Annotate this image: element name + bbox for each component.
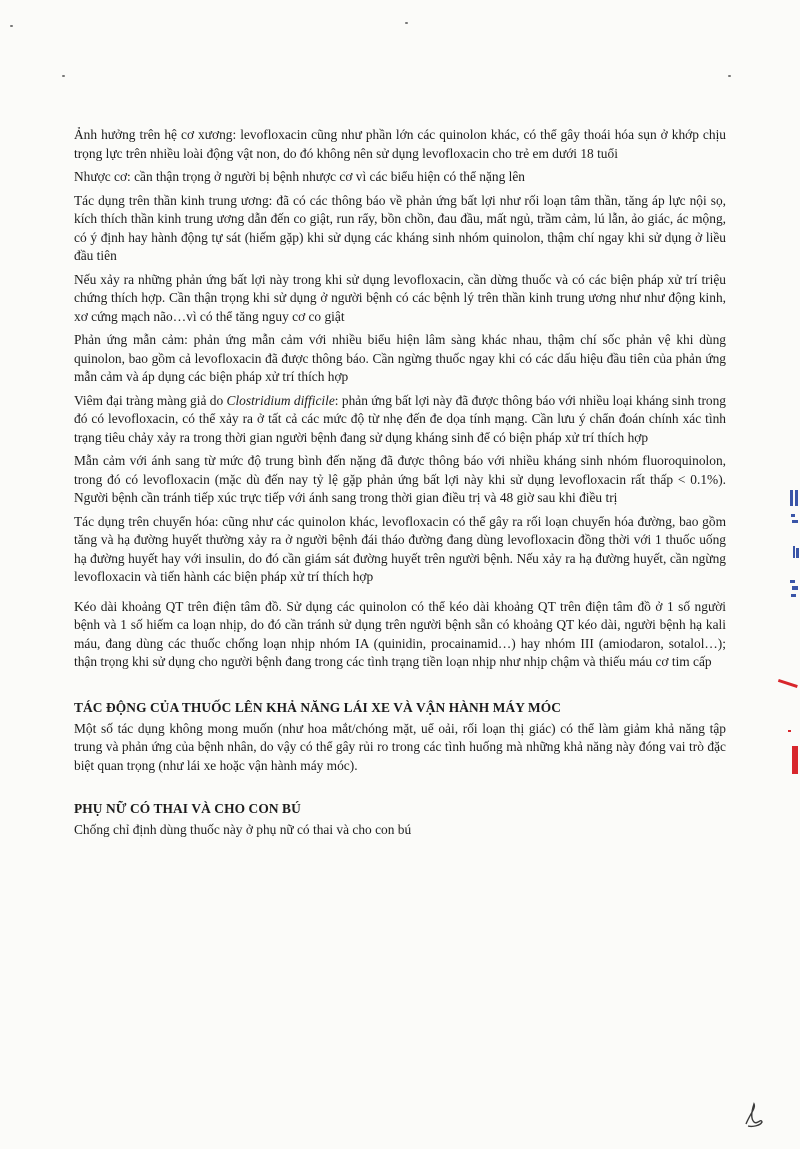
scan-speck	[62, 75, 65, 77]
signature-mark	[742, 1100, 766, 1130]
paragraph-musculoskeletal: Ảnh hưởng trên hệ cơ xương: levofloxacin cũng như phần lớn các quinolon khác, có thể gây thoái hóa sụn ở khớp chịu trọng lực trên nhiều loài động vật non, do đó không nên sử dụng levofloxacin cho trẻ em dưới 18 tuổi	[74, 127, 726, 161]
colitis-text: : phản ứng bất lợi này đã được thông báo với nhiều loại kháng sinh trong đó có levofloxacin, có thể xảy ra ở tất cả các mức độ từ nhẹ đến đe dọa tính mạng. Cần lưu ý chẩn đoán chính xác tình trạng tiêu chảy xảy ra trong thời gian người bệnh đang sử dụng kháng sinh để có biện pháp xử trí thích hợp	[74, 392, 727, 445]
paragraph-pregnancy: Chống chỉ định dùng thuốc này ở phụ nữ có thai và cho con bú	[74, 822, 412, 837]
paragraph-myasthenia: Nhược cơ: cần thận trọng ở người bị bệnh nhược cơ vì các biểu hiện có thể nặng lên	[74, 169, 525, 184]
paragraph-cns-effects: Tác dụng trên thần kinh trung ương: đã có các thông báo về phản ứng bất lợi như rối loạn tâm thần, tăng áp lực nội sọ, kích thích thần kinh trung ương dẫn đến co giật, run rẩy, bồn chồn, đau đầu, mất ngủ, trầm cảm, lú lẫn, ảo giác, ác mộng, có ý định hay hành động tự sát (hiếm gặp) khi sử dụng các kháng sinh nhóm quinolon, thậm chí ngay khi sử dụng ở liều đầu tiên	[74, 192, 726, 263]
colitis-prefix: Viêm đại tràng màng giả do	[74, 392, 227, 408]
scan-speck	[10, 25, 13, 27]
organism-name: Clostridium difficile	[226, 392, 335, 408]
section-heading-pregnancy: PHỤ NỮ CÓ THAI VÀ CHO CON BÚ	[74, 801, 301, 816]
paragraph-metabolism: Tác dụng trên chuyển hóa: cũng như các quinolon khác, levofloxacin có thể gây ra rối loạn chuyển hóa đường, bao gồm tăng và hạ đường huyết thường xảy ra ở người bệnh đái tháo đường đang dùng levofloxacin đồng thời với 1 thuốc uống hạ đường huyết hay với insulin, do đó cần giám sát đường huyết trên người bệnh. Nếu xảy ra hạ đường huyết, cần ngừng levofloxacin và tiến hành các biện pháp xử trí thích hợp	[74, 513, 726, 584]
scan-speck	[728, 75, 731, 77]
document-body	[74, 126, 726, 845]
paragraph-driving: Một số tác dụng không mong muốn (như hoa mắt/chóng mặt, uể oải, rối loạn thị giác) có thể làm giảm khả năng tập trung và phản ứng của bệnh nhân, do vậy có thể gây rủi ro trong các tình huống mà những khả năng này đóng vai trò đặc biệt quan trọng (như lái xe hoặc vận hành máy móc).	[74, 720, 726, 773]
paragraph-qt-prolongation: Kéo dài khoảng QT trên điện tâm đồ. Sử dụng các quinolon có thể kéo dài khoảng QT trên điện tâm đồ ở 1 số người bệnh và 1 số hiếm ca loạn nhịp, do đó cần tránh sử dụng trên người bệnh sẵn có khoảng QT kéo dài, người bệnh hạ kali máu, đang dùng các thuốc chống loạn nhịp nhóm IA (quinidin, procainamid…) hay nhóm III (amiodaron, sotalol…); thận trọng khi sử dụng cho người bệnh đang trong các tình trạng tiền loạn nhịp như nhịp chậm và thiếu máu cơ tim cấp	[74, 598, 726, 669]
scan-speck	[405, 22, 408, 24]
paragraph-photosensitivity: Mẫn cảm với ánh sang từ mức độ trung bình đến nặng đã được thông báo với nhiều kháng sinh nhóm fluoroquinolon, trong đó có levofloxacin (mặc dù đến nay tỷ lệ gặp phản ứng bất lợi này khi sử dụng levofloxacin rất thấp < 0.1%). Người bệnh cần tránh tiếp xúc trực tiếp với ánh sang trong thời gian điều trị và 48 giờ sau khi điều trị	[74, 453, 726, 505]
section-heading-driving: TÁC ĐỘNG CỦA THUỐC LÊN KHẢ NĂNG LÁI XE VÀ VẬN HÀNH MÁY MÓC	[74, 699, 562, 715]
stamp-edge-fragment	[766, 480, 800, 840]
paragraph-hypersensitivity: Phản ứng mẫn cảm: phản ứng mẫn cảm với nhiều biểu hiện lâm sàng khác nhau, thậm chí sốc phản vệ khi dùng quinolon, bao gồm cả levofloxacin đã được thông báo. Cần ngừng thuốc ngay khi có các dấu hiệu đầu tiên của phản ứng mẫn cảm và áp dụng các biện pháp xử trí thích hợp	[74, 332, 726, 384]
paragraph-colitis	[74, 392, 726, 448]
paragraph-cns-management: Nếu xảy ra những phản ứng bất lợi này trong khi sử dụng levofloxacin, cần dừng thuốc và có các biện pháp xử trí triệu chứng thích hợp. Cần thận trọng khi sử dụng ở người bệnh có các bệnh lý trên thần kinh trung ương như như động kinh, xơ cứng mạch não…vì có thể tăng nguy cơ co giật	[74, 271, 726, 324]
